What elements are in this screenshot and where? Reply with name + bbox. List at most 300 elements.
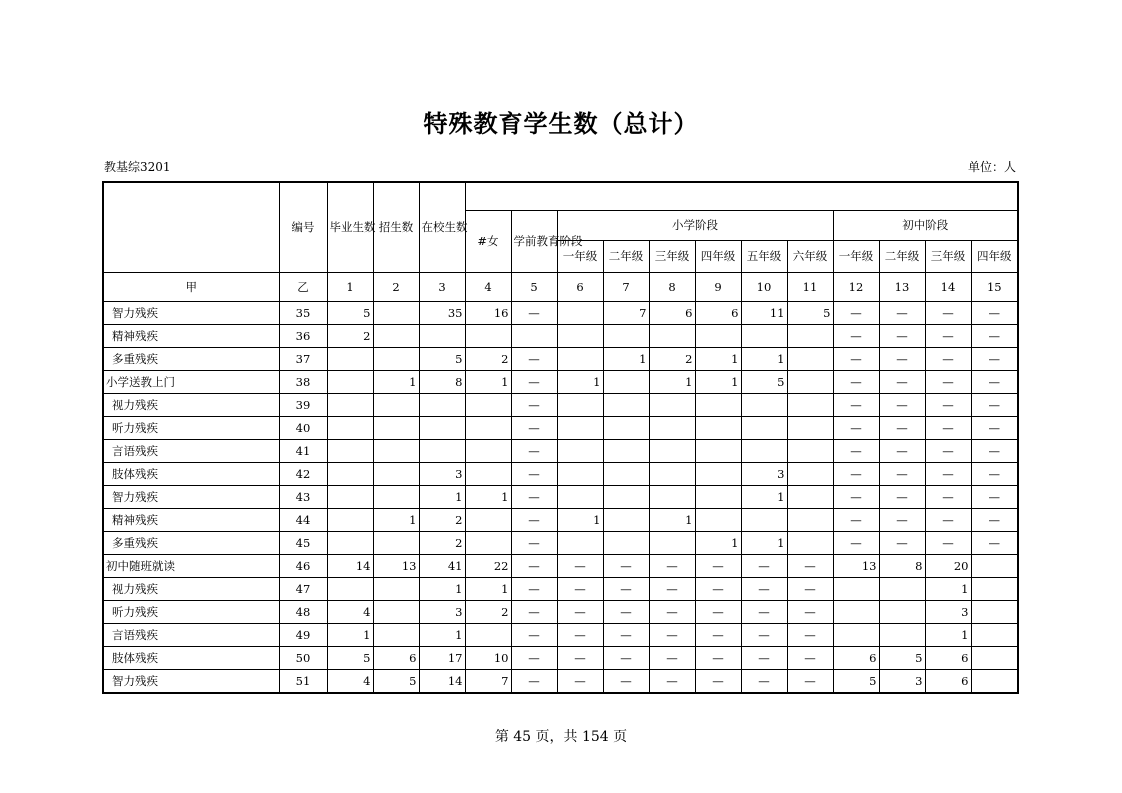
value-cell: 1: [327, 623, 373, 646]
row-label: 智力残疾: [103, 669, 279, 693]
row-code: 38: [279, 370, 327, 393]
value-cell: [833, 577, 879, 600]
value-cell: [971, 623, 1018, 646]
row-label: 多重残疾: [103, 531, 279, 554]
value-cell: 1: [741, 347, 787, 370]
value-cell: —: [879, 485, 925, 508]
value-cell: 6: [925, 669, 971, 693]
index-cell: 2: [373, 272, 419, 301]
value-cell: —: [787, 669, 833, 693]
value-cell: —: [511, 370, 557, 393]
header-cz-grade: 一年级: [833, 240, 879, 272]
index-cell: 甲: [103, 272, 279, 301]
value-cell: [695, 439, 741, 462]
value-cell: [741, 393, 787, 416]
row-code: 37: [279, 347, 327, 370]
value-cell: [419, 393, 465, 416]
value-cell: [327, 393, 373, 416]
value-cell: —: [649, 554, 695, 577]
row-label: 小学送教上门: [103, 370, 279, 393]
value-cell: —: [511, 347, 557, 370]
value-cell: —: [741, 600, 787, 623]
value-cell: —: [511, 646, 557, 669]
value-cell: [373, 531, 419, 554]
value-cell: —: [833, 347, 879, 370]
value-cell: —: [833, 301, 879, 324]
value-cell: 1: [695, 531, 741, 554]
value-cell: 1: [465, 485, 511, 508]
value-cell: 1: [695, 347, 741, 370]
value-cell: 3: [741, 462, 787, 485]
value-cell: [787, 531, 833, 554]
row-label: 视力残疾: [103, 393, 279, 416]
value-cell: [465, 324, 511, 347]
value-cell: [373, 393, 419, 416]
value-cell: [557, 462, 603, 485]
value-cell: [557, 347, 603, 370]
value-cell: [327, 485, 373, 508]
index-cell: 9: [695, 272, 741, 301]
value-cell: 2: [327, 324, 373, 347]
table-row: [103, 324, 1018, 347]
header-cz-grade: 四年级: [971, 240, 1018, 272]
value-cell: [649, 439, 695, 462]
value-cell: —: [833, 485, 879, 508]
index-cell: 14: [925, 272, 971, 301]
value-cell: [465, 508, 511, 531]
value-cell: —: [511, 393, 557, 416]
value-cell: [649, 485, 695, 508]
row-code: 41: [279, 439, 327, 462]
row-code: 43: [279, 485, 327, 508]
value-cell: —: [787, 600, 833, 623]
index-cell: 1: [327, 272, 373, 301]
value-cell: —: [879, 508, 925, 531]
value-cell: —: [649, 600, 695, 623]
value-cell: 3: [925, 600, 971, 623]
row-code: 51: [279, 669, 327, 693]
value-cell: 14: [419, 669, 465, 693]
row-label: 精神残疾: [103, 508, 279, 531]
row-code: 39: [279, 393, 327, 416]
value-cell: [557, 485, 603, 508]
value-cell: —: [649, 623, 695, 646]
value-cell: 6: [833, 646, 879, 669]
row-code: 45: [279, 531, 327, 554]
value-cell: —: [971, 393, 1018, 416]
value-cell: [695, 508, 741, 531]
table-row: [103, 669, 1018, 693]
value-cell: [465, 416, 511, 439]
value-cell: 1: [373, 370, 419, 393]
index-cell: 15: [971, 272, 1018, 301]
row-code: 50: [279, 646, 327, 669]
value-cell: 7: [603, 301, 649, 324]
value-cell: [649, 416, 695, 439]
value-cell: —: [787, 646, 833, 669]
index-cell: 5: [511, 272, 557, 301]
value-cell: —: [787, 577, 833, 600]
value-cell: —: [511, 600, 557, 623]
value-cell: 14: [327, 554, 373, 577]
value-cell: 6: [925, 646, 971, 669]
value-cell: —: [879, 393, 925, 416]
value-cell: —: [879, 347, 925, 370]
header-bianhao: 编号: [279, 182, 327, 272]
index-cell: 8: [649, 272, 695, 301]
header-cz-grade: 二年级: [879, 240, 925, 272]
value-cell: [603, 462, 649, 485]
table-row: [103, 347, 1018, 370]
value-cell: —: [971, 462, 1018, 485]
value-cell: 41: [419, 554, 465, 577]
value-cell: —: [603, 646, 649, 669]
value-cell: [833, 623, 879, 646]
value-cell: —: [557, 577, 603, 600]
value-cell: 3: [419, 600, 465, 623]
value-cell: 2: [419, 508, 465, 531]
index-cell: 10: [741, 272, 787, 301]
value-cell: [373, 347, 419, 370]
table-row: [103, 531, 1018, 554]
value-cell: —: [925, 485, 971, 508]
value-cell: —: [511, 577, 557, 600]
value-cell: [971, 600, 1018, 623]
value-cell: 4: [327, 600, 373, 623]
value-cell: [465, 531, 511, 554]
value-cell: [557, 301, 603, 324]
table-row: [103, 600, 1018, 623]
value-cell: 3: [879, 669, 925, 693]
value-cell: [557, 393, 603, 416]
value-cell: —: [741, 669, 787, 693]
value-cell: 7: [465, 669, 511, 693]
value-cell: —: [603, 577, 649, 600]
value-cell: 6: [373, 646, 419, 669]
row-label: 智力残疾: [103, 485, 279, 508]
value-cell: [419, 416, 465, 439]
table-row: [103, 554, 1018, 577]
header-biye: 毕业生数: [327, 182, 373, 272]
value-cell: 1: [373, 508, 419, 531]
value-cell: —: [925, 439, 971, 462]
value-cell: 2: [465, 600, 511, 623]
value-cell: —: [557, 600, 603, 623]
value-cell: 11: [741, 301, 787, 324]
value-cell: —: [557, 623, 603, 646]
value-cell: [373, 623, 419, 646]
value-cell: [695, 416, 741, 439]
value-cell: —: [879, 439, 925, 462]
value-cell: [373, 324, 419, 347]
value-cell: —: [741, 554, 787, 577]
value-cell: —: [833, 531, 879, 554]
index-cell: 12: [833, 272, 879, 301]
value-cell: [373, 577, 419, 600]
value-cell: [419, 324, 465, 347]
row-label: 言语残疾: [103, 439, 279, 462]
value-cell: 3: [419, 462, 465, 485]
header-zaixiao: 在校生数: [419, 182, 465, 272]
table-row: [103, 301, 1018, 324]
header-cz-grade: 三年级: [925, 240, 971, 272]
value-cell: [787, 393, 833, 416]
statistics-table: [102, 181, 1019, 694]
table-body: [103, 301, 1018, 693]
value-cell: —: [925, 531, 971, 554]
value-cell: —: [511, 508, 557, 531]
page-title: 特殊教育学生数（总计）: [423, 110, 699, 138]
value-cell: [787, 416, 833, 439]
value-cell: —: [971, 531, 1018, 554]
value-cell: —: [833, 508, 879, 531]
value-cell: [373, 439, 419, 462]
value-cell: [741, 416, 787, 439]
value-cell: 5: [327, 646, 373, 669]
value-cell: [741, 324, 787, 347]
value-cell: [373, 301, 419, 324]
value-cell: 35: [419, 301, 465, 324]
value-cell: —: [741, 646, 787, 669]
value-cell: —: [511, 301, 557, 324]
value-cell: —: [833, 416, 879, 439]
value-cell: —: [787, 623, 833, 646]
value-cell: —: [971, 324, 1018, 347]
value-cell: —: [741, 623, 787, 646]
table-row: [103, 416, 1018, 439]
value-cell: —: [925, 416, 971, 439]
value-cell: [649, 393, 695, 416]
value-cell: 16: [465, 301, 511, 324]
row-label: 精神残疾: [103, 324, 279, 347]
index-cell: 7: [603, 272, 649, 301]
value-cell: —: [511, 669, 557, 693]
value-cell: —: [603, 623, 649, 646]
value-cell: [327, 531, 373, 554]
value-cell: —: [511, 462, 557, 485]
value-cell: 5: [833, 669, 879, 693]
value-cell: 1: [557, 370, 603, 393]
value-cell: —: [695, 623, 741, 646]
table-row: [103, 646, 1018, 669]
table-row: [103, 462, 1018, 485]
value-cell: [373, 600, 419, 623]
table-row: [103, 439, 1018, 462]
value-cell: —: [879, 301, 925, 324]
value-cell: 6: [695, 301, 741, 324]
value-cell: [327, 577, 373, 600]
value-cell: [465, 439, 511, 462]
value-cell: [695, 462, 741, 485]
value-cell: —: [603, 600, 649, 623]
value-cell: 10: [465, 646, 511, 669]
value-cell: —: [511, 554, 557, 577]
value-cell: [327, 347, 373, 370]
header-xx-grade: 六年级: [787, 240, 833, 272]
value-cell: —: [971, 416, 1018, 439]
value-cell: —: [649, 669, 695, 693]
header-xx-grade: 一年级: [557, 240, 603, 272]
value-cell: [465, 393, 511, 416]
value-cell: 1: [419, 577, 465, 600]
value-cell: [465, 462, 511, 485]
value-cell: 2: [465, 347, 511, 370]
value-cell: —: [511, 416, 557, 439]
value-cell: [327, 439, 373, 462]
value-cell: [787, 439, 833, 462]
row-code: 42: [279, 462, 327, 485]
row-label: 肢体残疾: [103, 462, 279, 485]
value-cell: [879, 600, 925, 623]
page-footer: 第 45 页，共 154 页: [494, 729, 628, 745]
index-cell: 3: [419, 272, 465, 301]
index-cell: 乙: [279, 272, 327, 301]
value-cell: [787, 508, 833, 531]
value-cell: —: [971, 370, 1018, 393]
header-corner: [103, 182, 279, 272]
value-cell: —: [695, 577, 741, 600]
value-cell: —: [557, 669, 603, 693]
value-cell: [741, 439, 787, 462]
value-cell: [695, 485, 741, 508]
value-cell: 1: [465, 577, 511, 600]
header-breakdown-span: [465, 182, 1018, 210]
value-cell: —: [649, 646, 695, 669]
value-cell: [603, 324, 649, 347]
value-cell: [373, 462, 419, 485]
table-row: [103, 577, 1018, 600]
value-cell: 8: [879, 554, 925, 577]
value-cell: 1: [465, 370, 511, 393]
value-cell: 22: [465, 554, 511, 577]
value-cell: —: [511, 531, 557, 554]
value-cell: 13: [373, 554, 419, 577]
value-cell: [327, 370, 373, 393]
value-cell: [787, 347, 833, 370]
header-xx-grade: 三年级: [649, 240, 695, 272]
value-cell: —: [649, 577, 695, 600]
value-cell: 2: [419, 531, 465, 554]
table-header: [103, 182, 1018, 301]
value-cell: [603, 531, 649, 554]
value-cell: 5: [879, 646, 925, 669]
value-cell: —: [833, 462, 879, 485]
value-cell: 1: [925, 577, 971, 600]
row-label: 听力残疾: [103, 416, 279, 439]
value-cell: 1: [419, 623, 465, 646]
value-cell: —: [787, 554, 833, 577]
value-cell: 4: [327, 669, 373, 693]
value-cell: 1: [741, 485, 787, 508]
row-code: 47: [279, 577, 327, 600]
value-cell: [971, 646, 1018, 669]
value-cell: —: [971, 485, 1018, 508]
value-cell: —: [925, 347, 971, 370]
value-cell: 5: [741, 370, 787, 393]
value-cell: —: [695, 646, 741, 669]
value-cell: [649, 324, 695, 347]
value-cell: 1: [603, 347, 649, 370]
value-cell: —: [511, 485, 557, 508]
value-cell: [879, 623, 925, 646]
table-row: [103, 623, 1018, 646]
value-cell: [879, 577, 925, 600]
value-cell: 5: [787, 301, 833, 324]
value-cell: [557, 531, 603, 554]
form-code: 教基综3201: [104, 160, 171, 174]
value-cell: 1: [741, 531, 787, 554]
value-cell: 1: [649, 370, 695, 393]
value-cell: —: [971, 508, 1018, 531]
row-label: 言语残疾: [103, 623, 279, 646]
value-cell: 1: [419, 485, 465, 508]
value-cell: [373, 416, 419, 439]
value-cell: [787, 370, 833, 393]
value-cell: [833, 600, 879, 623]
value-cell: 1: [557, 508, 603, 531]
value-cell: —: [879, 416, 925, 439]
value-cell: —: [833, 370, 879, 393]
value-cell: —: [971, 347, 1018, 370]
value-cell: 5: [419, 347, 465, 370]
unit-label: 单位：人: [967, 160, 1016, 174]
value-cell: —: [879, 324, 925, 347]
value-cell: [695, 324, 741, 347]
value-cell: [419, 439, 465, 462]
value-cell: 17: [419, 646, 465, 669]
value-cell: 5: [373, 669, 419, 693]
header-chuzhong: 初中阶段: [833, 210, 1018, 240]
row-code: 49: [279, 623, 327, 646]
value-cell: —: [833, 439, 879, 462]
value-cell: [557, 416, 603, 439]
value-cell: [649, 462, 695, 485]
row-label: 初中随班就读: [103, 554, 279, 577]
value-cell: —: [603, 669, 649, 693]
row-label: 听力残疾: [103, 600, 279, 623]
value-cell: —: [925, 301, 971, 324]
value-cell: —: [741, 577, 787, 600]
value-cell: 8: [419, 370, 465, 393]
value-cell: —: [695, 669, 741, 693]
table-row: [103, 393, 1018, 416]
value-cell: [603, 508, 649, 531]
row-code: 46: [279, 554, 327, 577]
value-cell: [971, 554, 1018, 577]
value-cell: 6: [649, 301, 695, 324]
table-row: [103, 485, 1018, 508]
value-cell: [603, 439, 649, 462]
row-label: 视力残疾: [103, 577, 279, 600]
row-label: 智力残疾: [103, 301, 279, 324]
row-code: 44: [279, 508, 327, 531]
value-cell: [327, 462, 373, 485]
value-cell: —: [925, 370, 971, 393]
value-cell: —: [879, 531, 925, 554]
value-cell: 13: [833, 554, 879, 577]
header-xueqian: 学前教育阶段: [511, 210, 557, 272]
value-cell: [327, 416, 373, 439]
value-cell: —: [879, 462, 925, 485]
value-cell: [465, 623, 511, 646]
table-row: [103, 508, 1018, 531]
value-cell: —: [833, 393, 879, 416]
value-cell: [373, 485, 419, 508]
header-xx-grade: 五年级: [741, 240, 787, 272]
value-cell: [603, 393, 649, 416]
value-cell: —: [925, 324, 971, 347]
index-cell: 11: [787, 272, 833, 301]
